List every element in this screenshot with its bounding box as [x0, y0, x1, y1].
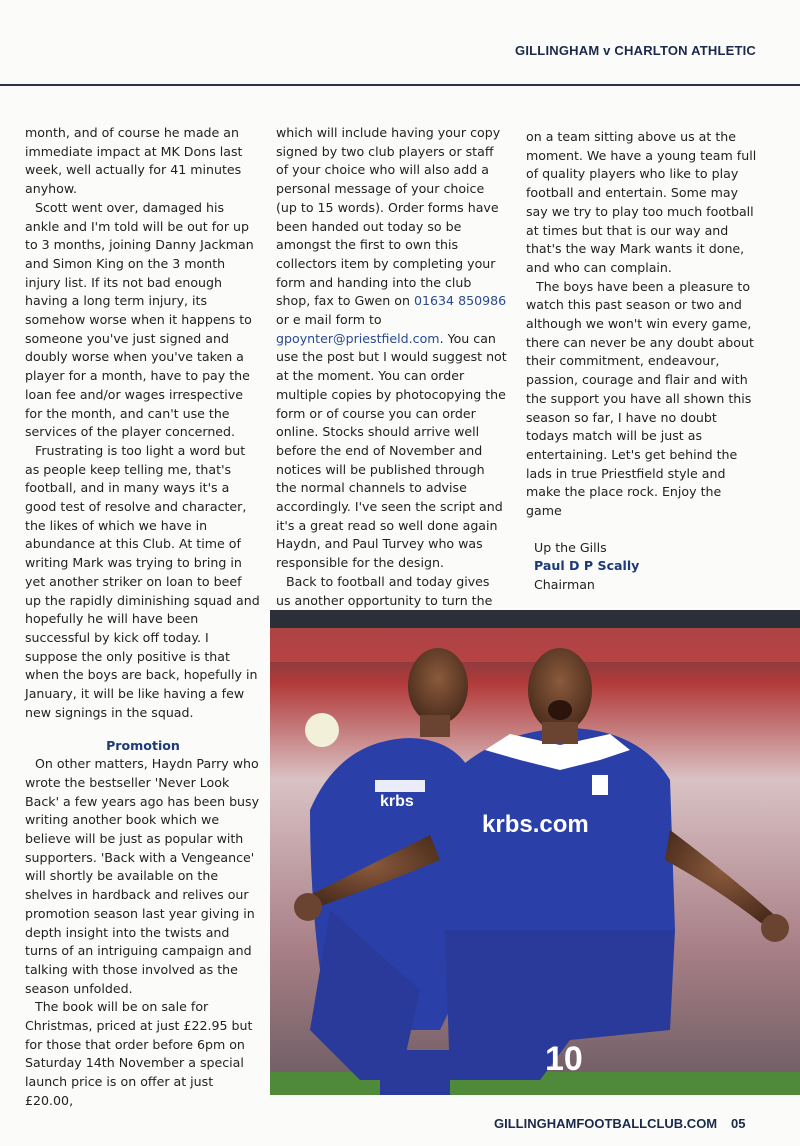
page-number: 05 — [731, 1116, 746, 1131]
article-column-3 — [526, 128, 758, 595]
email-link[interactable]: gpoynter@priestfield.com — [276, 330, 440, 346]
signoff: Up the Gills — [534, 539, 607, 555]
svg-text:krbs: krbs — [380, 793, 414, 810]
paragraph-text: . You can use the post but I would suggest not at the moment. You can order multiple copies by photocopying the form or of course you can order online. Stocks should arrive well before the end of November and notices will be published through the normal channels to advise accordingly. I've seen the script and it's a great read so well done again Haydn, and Paul Turvey who was responsible for the design. — [276, 330, 507, 571]
section-heading: Promotion — [106, 737, 180, 753]
paragraph — [276, 124, 508, 573]
author-name: Paul D P Scally — [534, 558, 640, 574]
author-role: Chairman — [534, 577, 595, 593]
paragraph: Scott went over, damaged his ankle and I'm told will be out for up to 3 months, joining Danny Jackman and Simon King on the 3 month injury list. If its not bad enough having a long term injury, its somehow worse when it happens to someone you've just signed and doubly worse when you've taken a player for a month, have to pay the loan fee and/or wages irrespective for the month, and can't use the services of the player concerned. — [25, 199, 254, 440]
footer-website: GILLINGHAMFOOTBALLCLUB.COM — [494, 1116, 718, 1131]
paragraph: The boys have been a pleasure to watch this past season or two and although we won't win every game, there can never be any doubt about their commitment, endeavour, passion, courage and flair and with the support you have all shown this season so far, I have no doubt todays match will be just as entertaining. Let's get behind the lads in true Priestfield style and make the place rock. Enjoy the game — [526, 278, 754, 519]
article-column-1 — [25, 124, 261, 1111]
match-title: GILLINGHAM v CHARLTON ATHLETIC — [515, 43, 756, 58]
paragraph: On other matters, Haydn Parry who wrote the bestseller 'Never Look Back' a few years ago has been busy writing another book which we believe will be just as popular with supporters. 'Back with a Vengeance' will shortly be available on the shelves in hardback and relives our promotion season last year giving in depth insight into the twists and turns of an intriguing campaign and talking with those involved as the season unfolded. — [25, 756, 260, 996]
paragraph: The book will be on sale for Christmas, priced at just £22.95 but for those that order before 6pm on Saturday 14th November a special launch price is on offer at just £20.00, — [25, 999, 253, 1108]
paragraph: on a team sitting above us at the moment. We have a young team full of quality players who like to play football and entertain. Some may say we try to play too much football at times but that is our way and that's the way Mark wants it done, and who can complain. — [526, 129, 757, 275]
shirt-number: 10 — [545, 1040, 583, 1078]
article-column-2 — [276, 124, 508, 629]
phone-number: 01634 850986 — [414, 293, 507, 309]
paragraph: Back to football and today gives us another opportunity to turn the — [276, 573, 493, 608]
header-rule — [0, 84, 800, 86]
paragraph-text: which will include having your copy signed by two club players or staff of your choice who will also add a personal message of your choice (up to 15 words). Order forms have been handed out today so be amongst the first to own this collectors item by completing your form and handing into the club shop, fax to Gwen on — [276, 125, 501, 309]
photo-illustration — [270, 610, 800, 1095]
paragraph-text: or e mail form to — [276, 312, 382, 328]
paragraph: Frustrating is too light a word but as people keep telling me, that's football, and in many ways it's a good test of resolve and character, the likes of which we have in abundance at this Club. At time of writing Mark was trying to bring in yet another striker on loan to beef up the rapidly diminishing squad and hopefully he will have been successful by kick off today. I suppose the only positive is that when the boys are back, hopefully in January, it will be like having a few new signings in the squad. — [25, 442, 260, 720]
signature-block — [534, 539, 758, 595]
paragraph: month, and of course he made an immediate impact at MK Dons last week, well actually for 41 minutes anyhow. — [25, 125, 243, 197]
shirt-sponsor-text: krbs.com — [482, 811, 589, 838]
celebration-photo — [270, 610, 800, 1095]
